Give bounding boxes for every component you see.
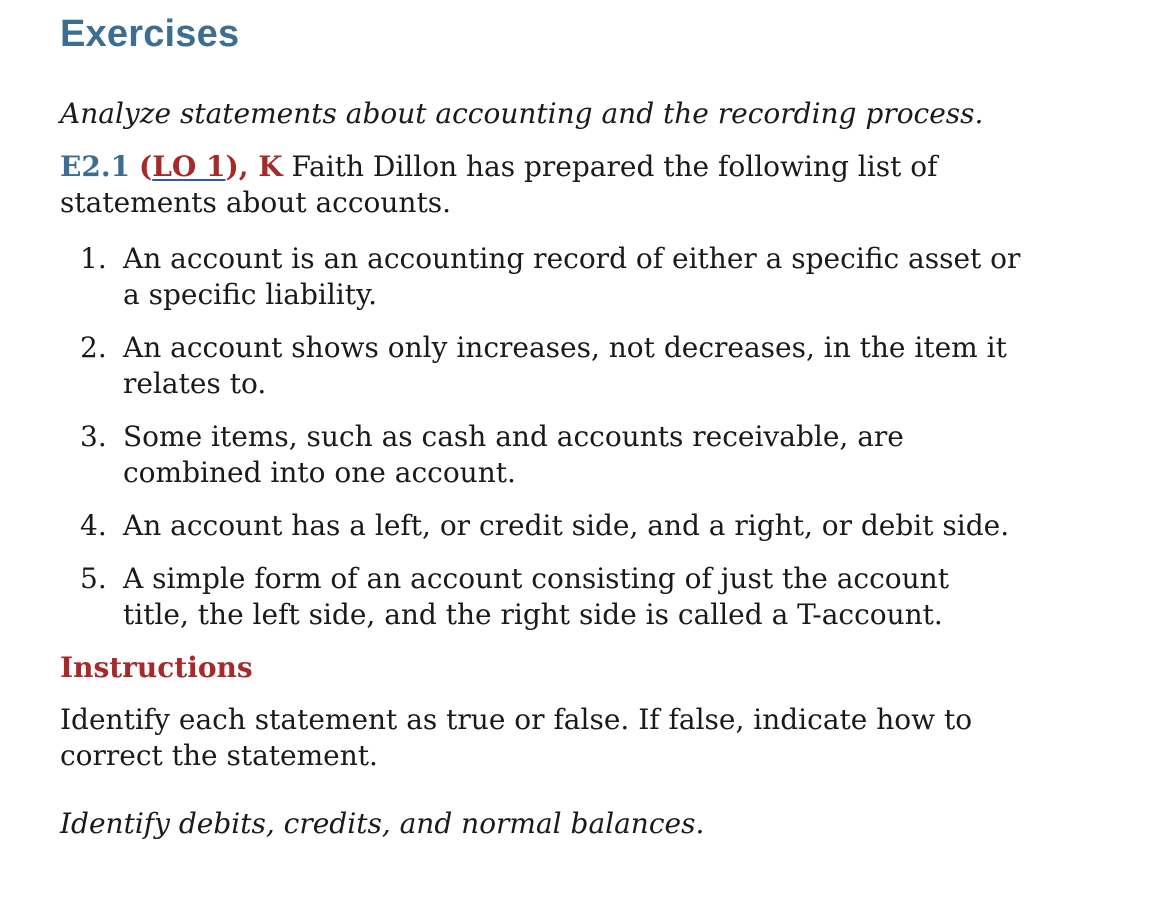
exercise-number: E2.1 (60, 150, 131, 183)
statement-list (60, 241, 1120, 633)
lo-1-link[interactable]: LO 1 (152, 150, 226, 183)
exercise-text: Faith Dillon has prepared the following list of statements about accounts. (60, 150, 938, 219)
lo-open-paren: ( (138, 150, 153, 183)
lo-close-suffix: ), K (225, 150, 283, 183)
list-item-text: Some items, such as cash and accounts receivable, are combined into one account. (123, 420, 904, 489)
learning-objective-2: Identify debits, credits, and normal balances. (60, 807, 705, 840)
section-heading: Exercises (60, 13, 240, 55)
list-item-number: 1. (80, 242, 107, 275)
list-item (60, 241, 1023, 313)
list-item-text: An account shows only increases, not decreases, in the item it relates to. (123, 331, 1007, 400)
list-item (60, 419, 1023, 491)
list-item-text: An account has a left, or credit side, and a right, or debit side. (123, 509, 1010, 542)
list-item-number: 3. (80, 420, 107, 453)
exercise-lo-reference (139, 150, 283, 183)
list-item (60, 561, 1023, 633)
list-item-text: An account is an accounting record of either a specific asset or a specific liability. (123, 242, 1021, 311)
exercise-e2-1 (60, 149, 940, 221)
list-item-number: 2. (80, 331, 107, 364)
instructions-text: Identify each statement as true or false. If false, indicate how to correct the statement. (60, 703, 973, 772)
list-item-number: 4. (80, 509, 107, 542)
list-item-text: A simple form of an account consisting of just the account title, the left side, and the right side is called a T-account. (123, 562, 949, 631)
list-item (60, 508, 1023, 544)
learning-objective-1: Analyze statements about accounting and the recording process. (60, 97, 984, 130)
instructions-heading: Instructions (60, 651, 253, 684)
exercises-page (60, 0, 1120, 842)
list-item (60, 330, 1023, 402)
list-item-number: 5. (80, 562, 107, 595)
